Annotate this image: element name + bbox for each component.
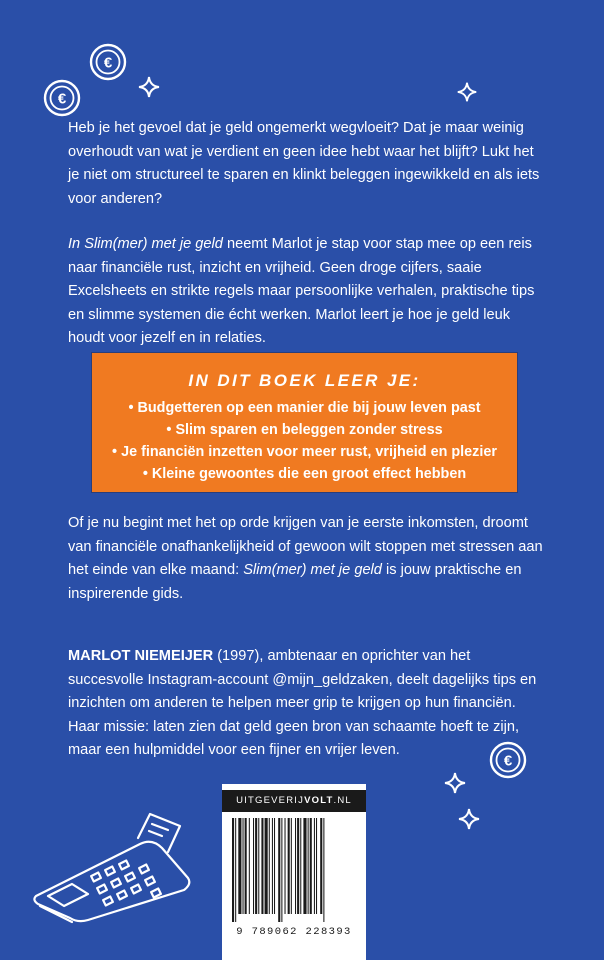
- payment-terminal-icon: [28, 808, 200, 926]
- publisher-suffix: .NL: [333, 795, 352, 806]
- barcode-bar: [272, 818, 273, 914]
- publisher-bold: VOLT: [304, 795, 334, 806]
- isbn-number: 9 789062 228393: [236, 926, 352, 938]
- publisher-label: [222, 790, 366, 812]
- svg-text:€: €: [57, 90, 67, 108]
- closing-text-end: is jouw praktische en inspirerende gids.: [68, 562, 522, 602]
- barcode-bar: [278, 818, 280, 922]
- barcode-bar: [323, 818, 324, 922]
- barcode-bar: [303, 818, 306, 914]
- barcode-bar: [308, 818, 309, 914]
- barcode-bar: [243, 818, 244, 914]
- barcode-bar: [269, 818, 270, 914]
- barcode-bar: [295, 818, 296, 914]
- barcode-bar: [291, 818, 292, 914]
- barcode-bar: [285, 818, 286, 914]
- euro-coin-icon: [42, 78, 82, 118]
- box-bullet: • Je financiën inzetten voor meer rust, vrijheid en plezier: [112, 444, 497, 460]
- sparkle-icon: [136, 74, 162, 100]
- barcode-bar: [235, 818, 236, 922]
- book-title: Slim(mer) met je geld: [243, 562, 382, 579]
- sparkle-icon: [456, 806, 482, 832]
- barcode-bar: [297, 818, 299, 914]
- box-bullet: • Slim sparen en beleggen zonder stress: [166, 422, 443, 438]
- barcode-bar: [249, 818, 250, 914]
- barcode-bar: [288, 818, 290, 914]
- book-title: In Slim(mer) met je geld: [68, 236, 223, 252]
- barcode-bar: [320, 818, 322, 914]
- box-title: IN DIT BOEK LEER JE:: [188, 371, 421, 390]
- sparkle-icon: [455, 80, 479, 104]
- barcode-bar: [255, 818, 257, 914]
- author-name: MARLOT NIEMEIJER: [68, 648, 214, 664]
- closing-paragraph: [68, 512, 548, 606]
- isbn-barcode: [222, 784, 366, 960]
- barcode-bar: [258, 818, 259, 914]
- barcode-bar: [265, 818, 268, 914]
- author-bio: [68, 645, 548, 763]
- intro-paragraph: Heb je het gevoel dat je geld ongemerkt wegvloeit? Dat je maar weinig overhoudt van wat je verdient en geen idee hebt waar het blijft? Lukt het je niet om structureel te sparen en klinkt beleggen ingewikkeld en als iets voor anderen?: [68, 120, 540, 207]
- svg-text:€: €: [103, 54, 113, 72]
- barcode-bar: [281, 818, 282, 922]
- box-bullet: • Budgetteren op een manier die bij jouw leven past: [128, 400, 481, 416]
- euro-coin-icon: [488, 740, 528, 780]
- learning-box: [91, 352, 518, 493]
- euro-coin-icon: [88, 42, 128, 82]
- barcode-bar: [300, 818, 301, 914]
- barcode-bar: [314, 818, 315, 914]
- closing-text: Of je nu begint met het op orde krijgen van je eerste inkomsten, droomt van financiële onafhankelijkheid of gewoon wilt stoppen met stressen aan het einde van elke maand:: [68, 515, 543, 579]
- svg-text:€: €: [503, 752, 513, 770]
- barcode-bar: [261, 818, 263, 914]
- barcode-bar: [245, 818, 247, 914]
- author-bio-text: (1997), ambtenaar en oprichter van het succesvolle Instagram-account @mijn_geldzaken, deelt dagelijks tips en inzichten om anderen te helpen meer grip te krijgen op hun financiën. Haar missie: laten zien dat geld geen bron van schaamte hoeft te zijn, maar een hulpmiddel voor een fijner en vrijer leven.: [68, 648, 537, 759]
- barcode-bar: [310, 818, 312, 914]
- barcode-bar: [238, 818, 241, 914]
- barcode-bars: [232, 818, 356, 922]
- publisher-prefix: UITGEVERIJ: [236, 795, 305, 806]
- sparkle-icon: [442, 770, 468, 796]
- barcode-bar: [253, 818, 254, 914]
- box-bullet: • Kleine gewoontes die een groot effect hebben: [142, 466, 467, 482]
- barcode-bar: [316, 818, 317, 914]
- description-text: neemt Marlot je stap voor stap mee op een reis naar financiële rust, inzicht en vrijheid. Geen droge cijfers, saaie Excelsheets en strikte regels maar persoonlijke verhalen, praktische tips en slimme systemen die écht werken. Marlot leert je hoe je geld leuk houdt voor jezelf en in relaties.: [68, 236, 535, 347]
- barcode-bar: [232, 818, 234, 922]
- description-paragraph: [68, 233, 548, 351]
- barcode-bar: [274, 818, 275, 914]
